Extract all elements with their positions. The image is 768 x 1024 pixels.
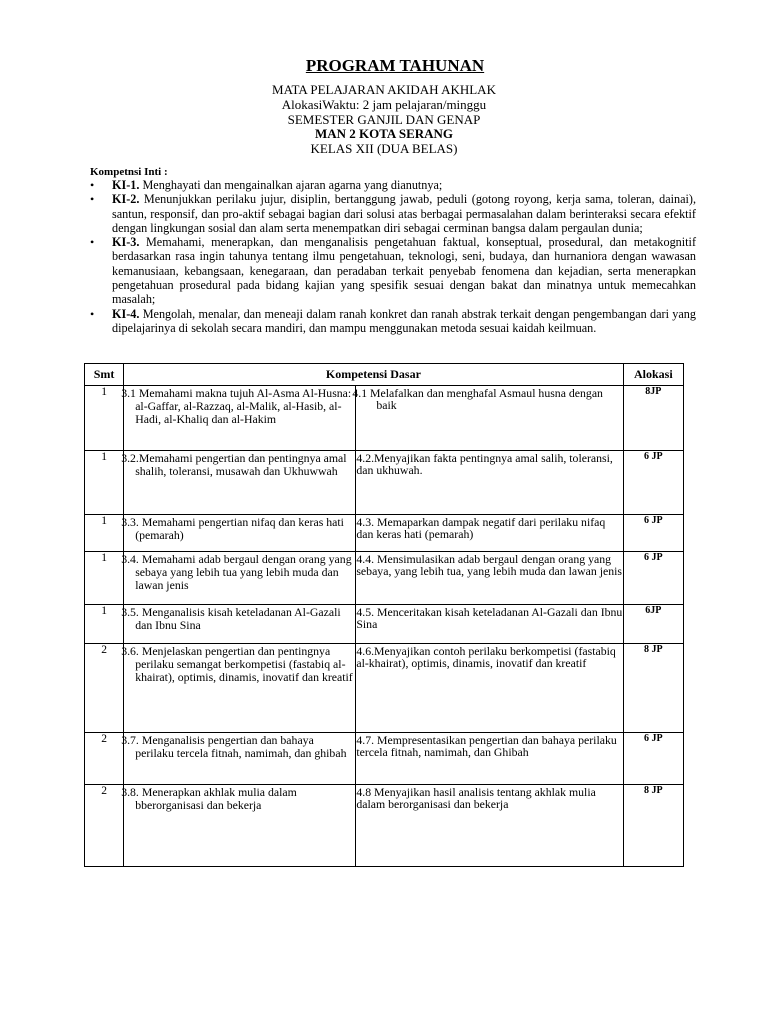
alokasi-cell: 8 JP — [623, 785, 683, 867]
bullet-icon: • — [90, 306, 95, 321]
kd3-text: 3.3. Memahami pengertian nifaq dan keras hati (pemarah) — [121, 515, 344, 542]
smt-cell: 2 — [85, 644, 124, 733]
kd4-cell — [356, 451, 623, 515]
kd4-cell — [352, 386, 623, 451]
bullet-icon: • — [90, 178, 95, 192]
kd4-text: 4.6.Menyajikan contoh perilaku berkompetisi (fastabiq al-khairat), optimis, dinamis, inovatif dan kreatif — [356, 644, 616, 670]
ki-text: Menunjukkan perilaku jujur, disiplin, bertanggung jawab, peduli (gotong royong, kerja sama, toleran, dainai), santun, responsif, dan pro-aktif sebagai bagian dari solusi atas berbagai permasalahan dalam berinteraksi secara efektif dengan lingkungan sosial dan alam serta menempatkan diri sebagai cerminan bangsa dalam pergaulan dunia; — [112, 192, 696, 235]
ki-code: KI-3. — [112, 235, 140, 250]
kd3-text: 3.1 Memahami makna tujuh Al-Asma Al-Husna: al-Gaffar, al-Razzaq, al-Malik, al-Hasib, al-Hadi, al-Khaliq dan al-Hakim — [121, 386, 352, 426]
kd4-text: 4.2.Menyajikan fakta pentingnya amal salih, toleransi, dan ukhuwah. — [356, 451, 613, 477]
kompetensi-inti-label: Kompetnsi Inti : — [90, 166, 168, 178]
kd3-text: 3.4. Memahami adab bergaul dengan orang yang sebaya yang lebih tua yang lebih muda dan lawan jenis — [121, 552, 352, 592]
time-allocation-line: AlokasiWaktu: 2 jam pelajaran/minggu — [281, 97, 487, 112]
alokasi-cell: 6 JP — [623, 451, 683, 515]
smt-cell: 1 — [85, 386, 124, 451]
smt-cell: 1 — [85, 605, 124, 644]
kd4-text: 4.3. Memaparkan dampak negatif dari perilaku nifaq dan keras hati (pemarah) — [356, 515, 606, 541]
table-row — [85, 605, 684, 644]
kd3-cell — [121, 605, 356, 644]
alokasi-cell: 8 JP — [623, 644, 683, 733]
bullet-icon: • — [90, 235, 95, 250]
table-row — [85, 644, 684, 733]
kd4-cell — [356, 552, 623, 605]
semester-line: SEMESTER GANJIL DAN GENAP — [287, 112, 481, 127]
smt-cell: 1 — [85, 451, 124, 515]
alokasi-cell: 6 JP — [623, 733, 683, 785]
kd3-cell — [121, 515, 356, 552]
kd4-text: 4.7. Mempresentasikan pengertian dan bahaya perilaku tercela fitnah, namimah, dan Ghibah — [356, 733, 617, 759]
smt-cell: 2 — [85, 733, 124, 785]
kd4-cell — [356, 515, 623, 552]
table-row — [85, 785, 684, 867]
kd4-text: 4.8 Menyajikan hasil analisis tentang akhlak mulia dalam berorganisasi dan bekerja — [356, 785, 596, 811]
table-row — [85, 515, 684, 552]
kd3-text: 3.5. Menganalisis kisah keteladanan Al-Gazali dan Ibnu Sina — [121, 605, 341, 632]
ki-text: Mengolah, menalar, dan meneaji dalam ranah konkret dan ranah abstrak terkait dengan pengembangan dari yang dipelajarinya di sekolah secara mandiri, dan mampu menggunakan metoda sesuai kaidah keilmuan. — [112, 306, 696, 335]
kompetensi-dasar-table — [84, 363, 684, 867]
table-row — [85, 451, 684, 515]
ki-item — [90, 235, 696, 306]
kd4-text: 4.1 Melafalkan dan menghafal Asmaul husna dengan baik — [352, 386, 603, 412]
kd3-cell — [121, 644, 356, 733]
ki-code: KI-4. — [112, 306, 140, 321]
kd4-text: 4.4. Mensimulasikan adab bergaul dengan orang yang sebaya, yang lebih tua, yang lebih muda dan lawan jenis — [356, 552, 623, 578]
kd3-cell — [121, 451, 356, 515]
class-line: KELAS XII (DUA BELAS) — [310, 141, 458, 156]
kd3-text: 3.8. Menerapkan akhlak mulia dalam bberorganisasi dan bekerja — [121, 785, 297, 812]
ki-code: KI-2. — [112, 192, 140, 207]
subject-line: MATA PELAJARAN AKIDAH AKHLAK — [272, 82, 496, 97]
kd4-cell — [356, 785, 623, 867]
smt-cell: 2 — [85, 785, 124, 867]
ki-text: Memahami, menerapkan, dan menganalisis pengetahuan faktual, konseptual, prosedural, dan metakognitif berdasarkan rasa ingin tahunya tentang ilmu pengetahuan, teknologi, seni, budaya, dan hurnaniora dengan wawasan kemanusiaan, kebangsaan, kenegaraan, dan peradaban terkait penyebab fenomena dan kejadian, serta menerapkan pengetahuan prosedural pada bidang kajian yang spesifik sesuai dengan bakat dan minatnya untuk memecahkan masalah; — [112, 235, 696, 307]
header-smt: Smt — [85, 364, 124, 386]
alokasi-cell: 8JP — [623, 386, 683, 451]
table-header-row — [85, 364, 684, 386]
kd3-cell — [121, 785, 356, 867]
school-line: MAN 2 KOTA SERANG — [314, 126, 454, 141]
alokasi-cell: 6 JP — [623, 552, 683, 605]
kd4-cell — [356, 733, 623, 785]
smt-cell: 1 — [85, 515, 124, 552]
table-row — [85, 552, 684, 605]
ki-item — [90, 192, 696, 235]
table-row — [85, 733, 684, 785]
bullet-icon: • — [90, 192, 95, 207]
ki-code: KI-1. — [112, 178, 140, 192]
kd3-text: 3.2.Memahami pengertian dan pentingnya amal shalih, toleransi, musawah dan Ukhuwwah — [121, 451, 347, 478]
kd4-cell — [356, 605, 623, 644]
kompetensi-inti-list — [90, 178, 696, 335]
document-title: PROGRAM TAHUNAN — [305, 56, 485, 75]
kd4-cell — [356, 644, 623, 733]
kd4-text: 4.5. Menceritakan kisah keteladanan Al-Gazali dan Ibnu Sina — [356, 605, 623, 631]
smt-cell: 1 — [85, 552, 124, 605]
kd3-cell — [121, 552, 356, 605]
ki-text: Menghayati dan mengainalkan ajaran agarna yang dianutnya; — [139, 178, 443, 192]
kd3-cell — [121, 733, 356, 785]
kd3-text: 3.7. Menganalisis pengertian dan bahaya perilaku tercela fitnah, namimah, dan ghibah — [121, 733, 347, 760]
kd3-text: 3.6. Menjelaskan pengertian dan pentingnya perilaku semangat berkompetisi (fastabiq al-khairat), optimis, dinamis, inovatif dan kreatif — [121, 644, 353, 684]
kd3-cell — [121, 386, 356, 451]
alokasi-cell: 6JP — [623, 605, 683, 644]
alokasi-cell: 6 JP — [623, 515, 683, 552]
header-alokasi: Alokasi — [623, 364, 683, 386]
ki-item — [90, 178, 696, 192]
table-row — [85, 386, 684, 451]
ki-item — [90, 307, 696, 336]
header-kompetensi-dasar: Kompetensi Dasar — [124, 364, 623, 386]
